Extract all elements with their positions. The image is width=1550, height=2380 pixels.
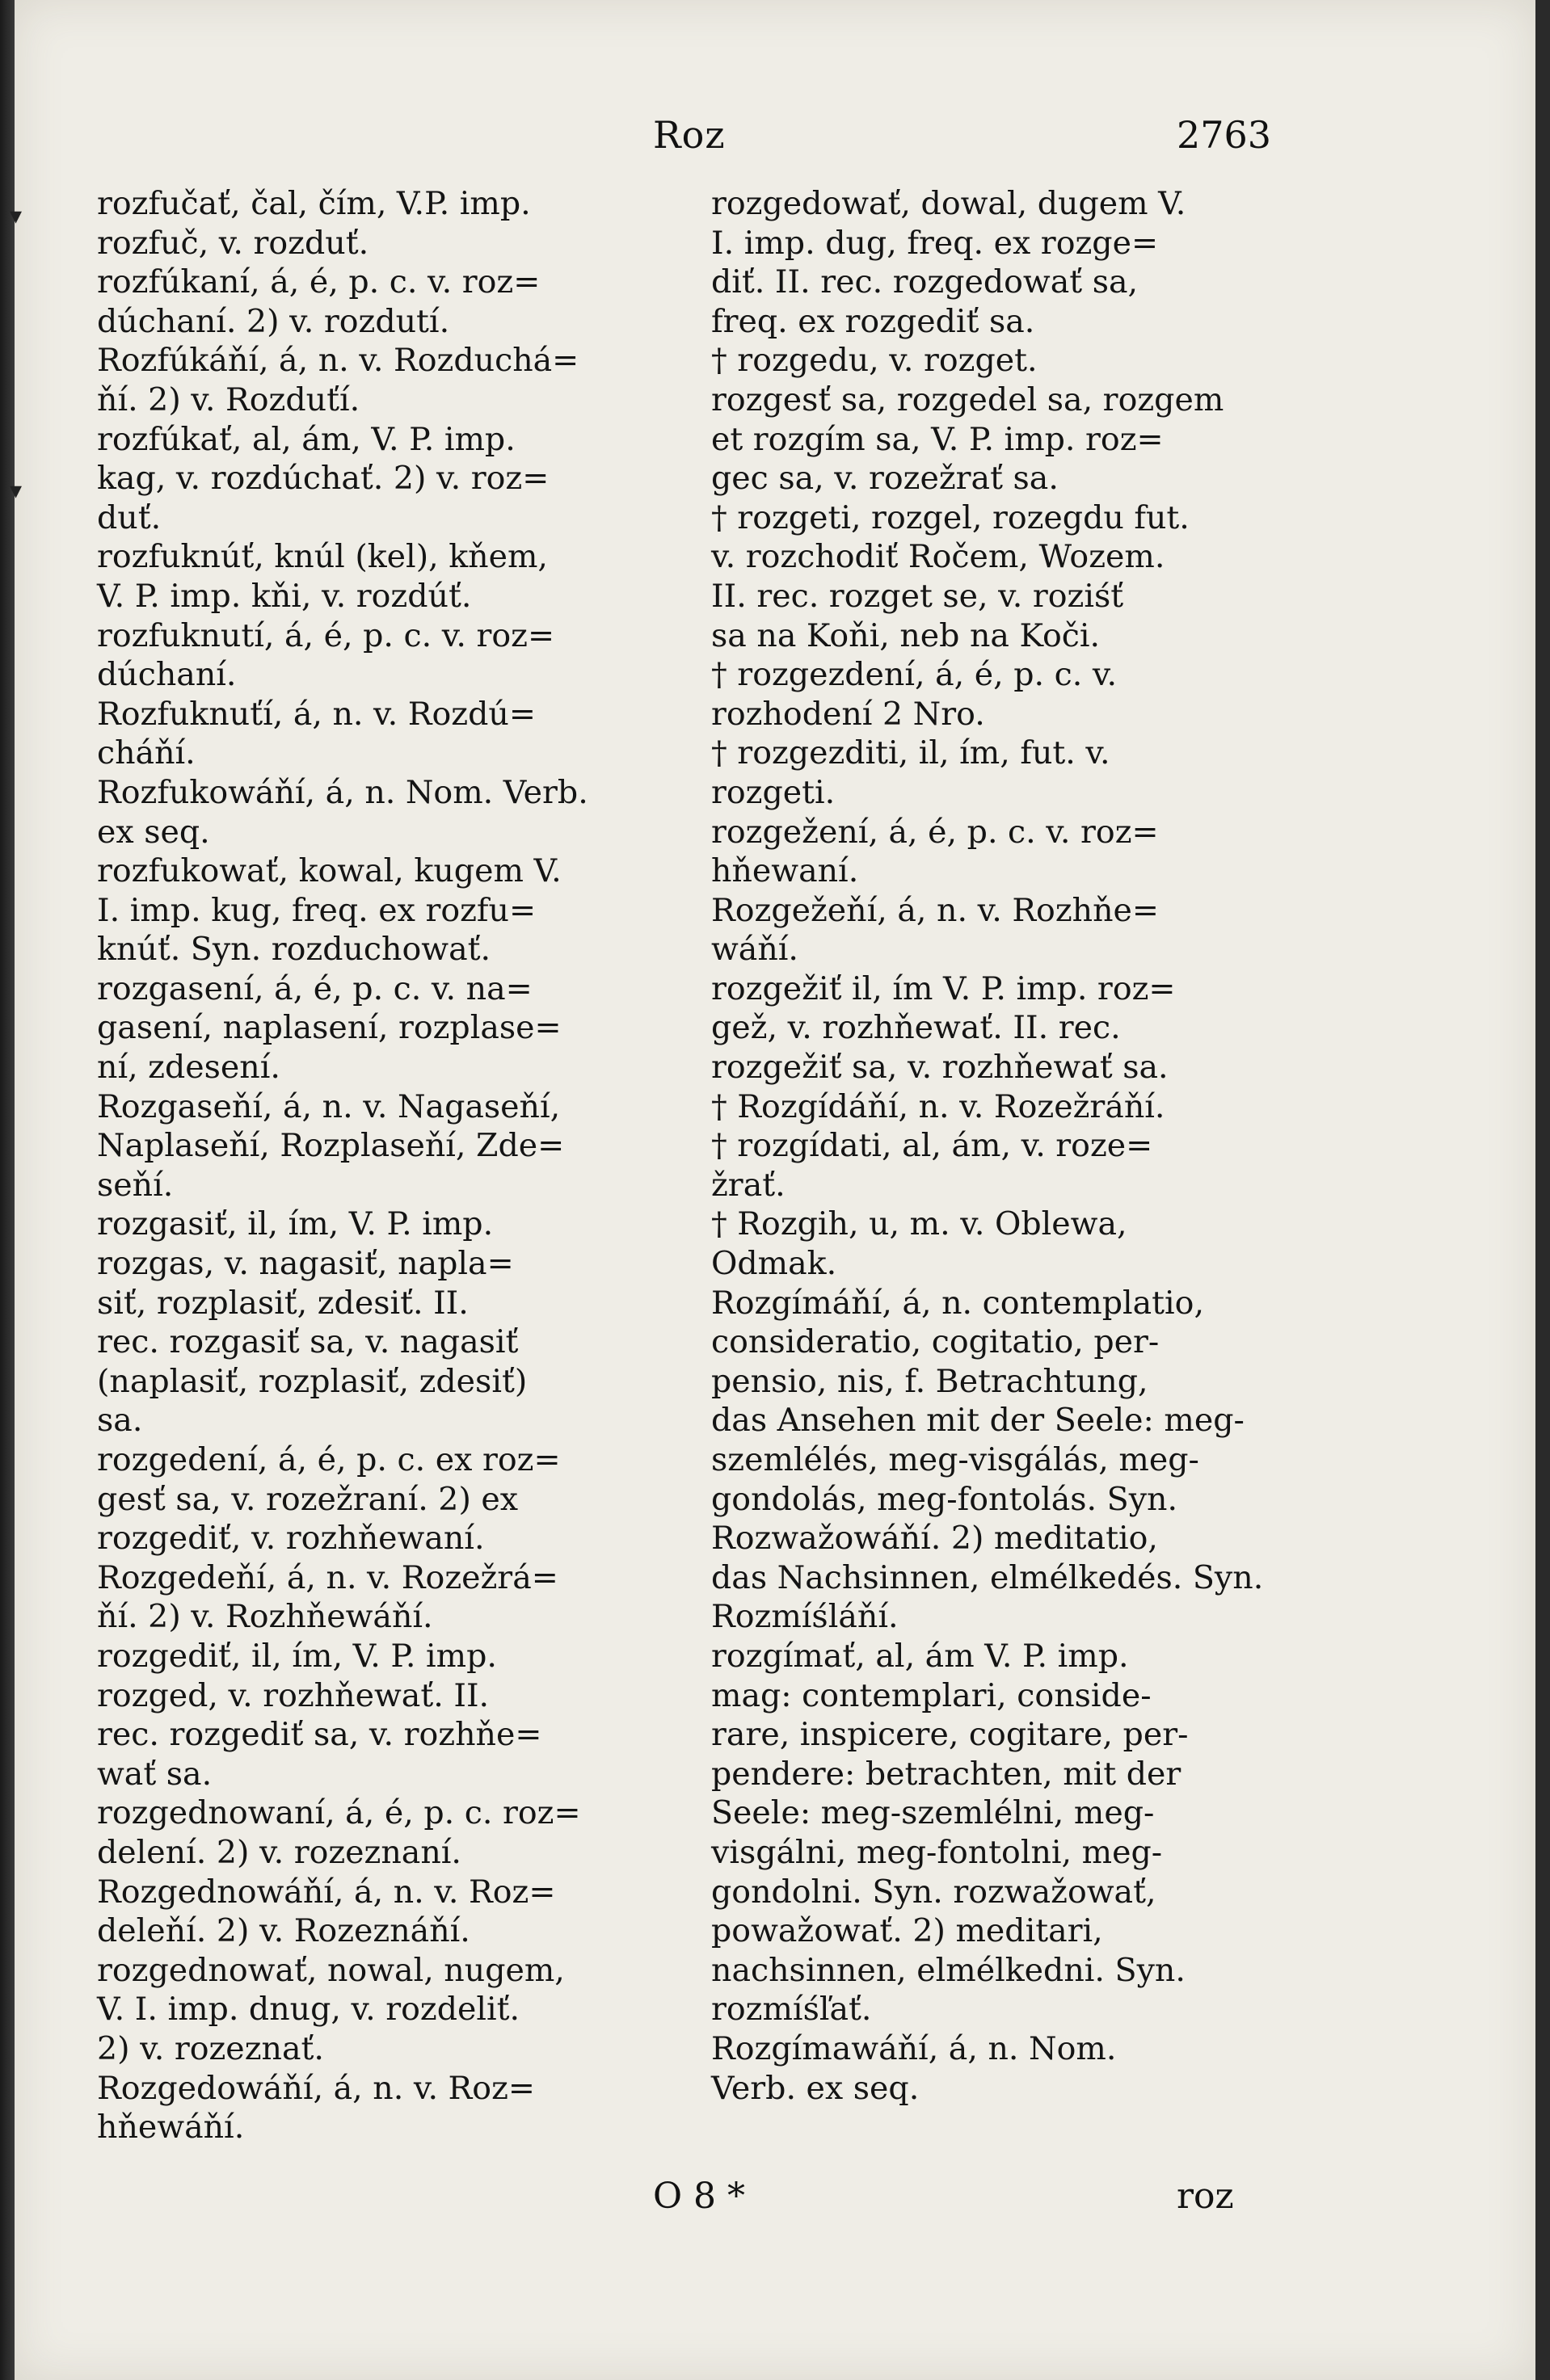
entry-line: Seele: meg-szemlélni, meg- <box>711 1794 1155 1832</box>
entry-line: powažowať. 2) meditari, <box>711 1912 1103 1950</box>
entry-line: Verb. ex seq. <box>711 2069 920 2107</box>
entry-line: † Rozgih, u, m. v. Oblewa, <box>711 1205 1127 1243</box>
entry-line: rozfuč, v. rozduť. <box>97 224 369 262</box>
entry-line: V. P. imp. kňi, v. rozdúť. <box>97 577 472 615</box>
entry-line: rozfučať, čal, čím, V.P. imp. <box>97 185 531 222</box>
entry-line: Rozwažowáňí. 2) meditatio, <box>711 1520 1158 1558</box>
page-footer <box>15 2176 1535 2224</box>
entry-line: Rozgímawáňí, á, n. Nom. <box>711 2029 1117 2067</box>
entry-line: gec sa, v. rozežrať sa. <box>711 460 1059 498</box>
entry-line: gasení, naplasení, rozplase= <box>97 1009 562 1047</box>
entry-line: Rozgednowáňí, á, n. v. Roz= <box>97 1873 556 1911</box>
entry-line: Naplaseňí, Rozplaseňí, Zde= <box>97 1127 565 1165</box>
entry-line: freq. ex rozgediť sa. <box>711 302 1035 340</box>
entry-line: rozgediť, v. rozhňewaní. <box>97 1520 485 1558</box>
entry-line: rozfuknutí, á, é, p. c. v. roz= <box>97 616 555 654</box>
entry-line: rozgímať, al, ám V. P. imp. <box>711 1637 1129 1675</box>
entry-line: V. I. imp. dnug, v. rozdeliť. <box>97 1991 520 2029</box>
entry-line: gesť sa, v. rozežraní. 2) ex <box>97 1480 519 1518</box>
entry-line: rozfukowať, kowal, kugem V. <box>97 852 562 890</box>
entry-line: pensio, nis, f. Betrachtung, <box>711 1362 1148 1400</box>
entry-line: dúchaní. 2) v. rozdutí. <box>97 302 450 340</box>
entry-line: ní, zdesení. <box>97 1049 280 1087</box>
entry-line: rozgežení, á, é, p. c. v. roz= <box>711 813 1159 851</box>
catchword: roz <box>1177 2176 1234 2217</box>
signature-mark: O 8 * <box>653 2176 746 2217</box>
right-column <box>711 184 1350 2108</box>
entry-line: žrať. <box>711 1166 786 1204</box>
entry-line: rozgas, v. nagasiť, napla= <box>97 1245 514 1283</box>
entry-line: deleňí. 2) v. Rozeznáňí. <box>97 1912 470 1950</box>
entry-line: Rozgedeňí, á, n. v. Rozežrá= <box>97 1558 558 1596</box>
entry-line: sa na Koňi, neb na Koči. <box>711 616 1101 654</box>
entry-line: Rozfúkáňí, á, n. v. Rozduchá= <box>97 342 579 380</box>
entry-line: † Rozgídáňí, n. v. Rozežráňí. <box>711 1087 1165 1125</box>
entry-line: gondolás, meg-fontolás. Syn. <box>711 1480 1178 1518</box>
page-number: 2763 <box>1177 113 1272 157</box>
entry-line: † rozgezditi, il, ím, fut. v. <box>711 734 1110 772</box>
entry-line: Rozfukowáňí, á, n. Nom. Verb. <box>97 773 588 811</box>
running-head-word: Roz <box>653 113 726 157</box>
entry-line: rare, inspicere, cogitare, per- <box>711 1716 1189 1754</box>
entry-line: rozgežiť sa, v. rozhňewať sa. <box>711 1049 1169 1087</box>
entry-line: gež, v. rozhňewať. II. rec. <box>711 1009 1121 1047</box>
entry-line: † rozgezdení, á, é, p. c. v. <box>711 656 1118 694</box>
margin-mark-icon: ▾ <box>10 202 23 230</box>
entry-line: pendere: betrachten, mit der <box>711 1755 1181 1793</box>
entry-line: rozgeti. <box>711 773 836 811</box>
entry-line: rozgediť, il, ím, V. P. imp. <box>97 1637 497 1675</box>
entry-line: † rozgídati, al, ám, v. roze= <box>711 1127 1153 1165</box>
entry-line: rozfúkaní, á, é, p. c. v. roz= <box>97 263 541 301</box>
entry-line: I. imp. dug, freq. ex rozge= <box>711 224 1159 262</box>
entry-line: duť. <box>97 498 162 536</box>
entry-line: rozgežiť il, ím V. P. imp. roz= <box>711 969 1176 1007</box>
entry-line: dúchaní. <box>97 656 237 694</box>
entry-line: siť, rozplasiť, zdesiť. II. <box>97 1284 469 1322</box>
entry-line: das Ansehen mit der Seele: meg- <box>711 1402 1245 1440</box>
entry-line: (naplasiť, rozplasiť, zdesiť) <box>97 1362 528 1400</box>
entry-line: nachsinnen, elmélkedni. Syn. <box>711 1951 1186 1989</box>
entry-line: szemlélés, meg-visgálás, meg- <box>711 1441 1199 1478</box>
entry-line: rozfuknúť, knúl (kel), kňem, <box>97 538 548 576</box>
entry-line: rec. rozgediť sa, v. rozhňe= <box>97 1716 542 1754</box>
entry-line: rozgedení, á, é, p. c. ex roz= <box>97 1441 561 1478</box>
entry-line: rozfúkať, al, ám, V. P. imp. <box>97 420 516 458</box>
entry-line: 2) v. rozeznať. <box>97 2029 324 2067</box>
entry-line: Rozgedowáňí, á, n. v. Roz= <box>97 2069 535 2107</box>
entry-line: diť. II. rec. rozgedowať sa, <box>711 263 1139 301</box>
entry-line: wať sa. <box>97 1755 213 1793</box>
entry-line: rozgedowať, dowal, dugem V. <box>711 185 1186 222</box>
book-binding-edge <box>0 0 15 2380</box>
entry-line: seňí. <box>97 1166 174 1204</box>
entry-line: rozgesť sa, rozgedel sa, rozgem <box>711 381 1224 418</box>
entry-line: hňewáňí. <box>97 2109 245 2147</box>
entry-line: rozgasiť, il, ím, V. P. imp. <box>97 1205 494 1243</box>
entry-line: Rozgímáňí, á, n. contemplatio, <box>711 1284 1205 1322</box>
entry-line: Odmak. <box>711 1245 837 1283</box>
entry-line: rozgednowaní, á, é, p. c. roz= <box>97 1794 581 1832</box>
entry-line: ňí. 2) v. Rozhňewáňí. <box>97 1598 433 1636</box>
entry-line: mag: contemplari, conside- <box>711 1676 1152 1714</box>
entry-line: rozgasení, á, é, p. c. v. na= <box>97 969 533 1007</box>
entry-line: delení. 2) v. rozeznaní. <box>97 1833 461 1871</box>
entry-line: rec. rozgasiť sa, v. nagasiť <box>97 1323 519 1361</box>
dictionary-page <box>10 0 1535 2380</box>
entry-line: rozged, v. rozhňewať. II. <box>97 1676 490 1714</box>
left-column <box>97 184 711 2147</box>
entry-line: † rozgedu, v. rozget. <box>711 342 1038 380</box>
entry-line: † rozgeti, rozgel, rozegdu fut. <box>711 498 1190 536</box>
entry-line: Rozmíśláňí. <box>711 1598 899 1636</box>
page-header <box>15 113 1535 162</box>
entry-line: II. rec. rozget se, v. roziśť <box>711 577 1124 615</box>
entry-line: v. rozchodiť Ročem, Wozem. <box>711 538 1165 576</box>
entry-line: Rozgežeňí, á, n. v. Rozhňe= <box>711 891 1160 929</box>
entry-line: visgálni, meg-fontolni, meg- <box>711 1833 1163 1871</box>
entry-line: gondolni. Syn. rozwažowať, <box>711 1873 1156 1911</box>
entry-line: sa. <box>97 1402 143 1440</box>
entry-line: wáňí. <box>711 931 798 969</box>
entry-line: ex seq. <box>97 813 210 851</box>
entry-line: ňí. 2) v. Rozduťí. <box>97 381 360 418</box>
entry-line: Rozfuknuťí, á, n. v. Rozdú= <box>97 695 536 733</box>
entry-line: et rozgím sa, V. P. imp. roz= <box>711 420 1164 458</box>
entry-line: rozhodení 2 Nro. <box>711 695 985 733</box>
entry-line: Rozgaseňí, á, n. v. Nagaseňí, <box>97 1087 561 1125</box>
entry-line: rozmíśľať. <box>711 1991 872 2029</box>
entry-line: hňewaní. <box>711 852 859 890</box>
entry-line: kag, v. rozdúchať. 2) v. roz= <box>97 460 550 498</box>
margin-mark-icon: ▾ <box>10 477 23 505</box>
entry-line: knúť. Syn. rozduchowať. <box>97 931 491 969</box>
entry-line: consideratio, cogitatio, per- <box>711 1323 1160 1361</box>
entry-line: das Nachsinnen, elmélkedés. Syn. <box>711 1558 1264 1596</box>
entry-line: I. imp. kug, freq. ex rozfu= <box>97 891 537 929</box>
entry-line: rozgednowať, nowal, nugem, <box>97 1951 565 1989</box>
entry-line: cháňí. <box>97 734 196 772</box>
